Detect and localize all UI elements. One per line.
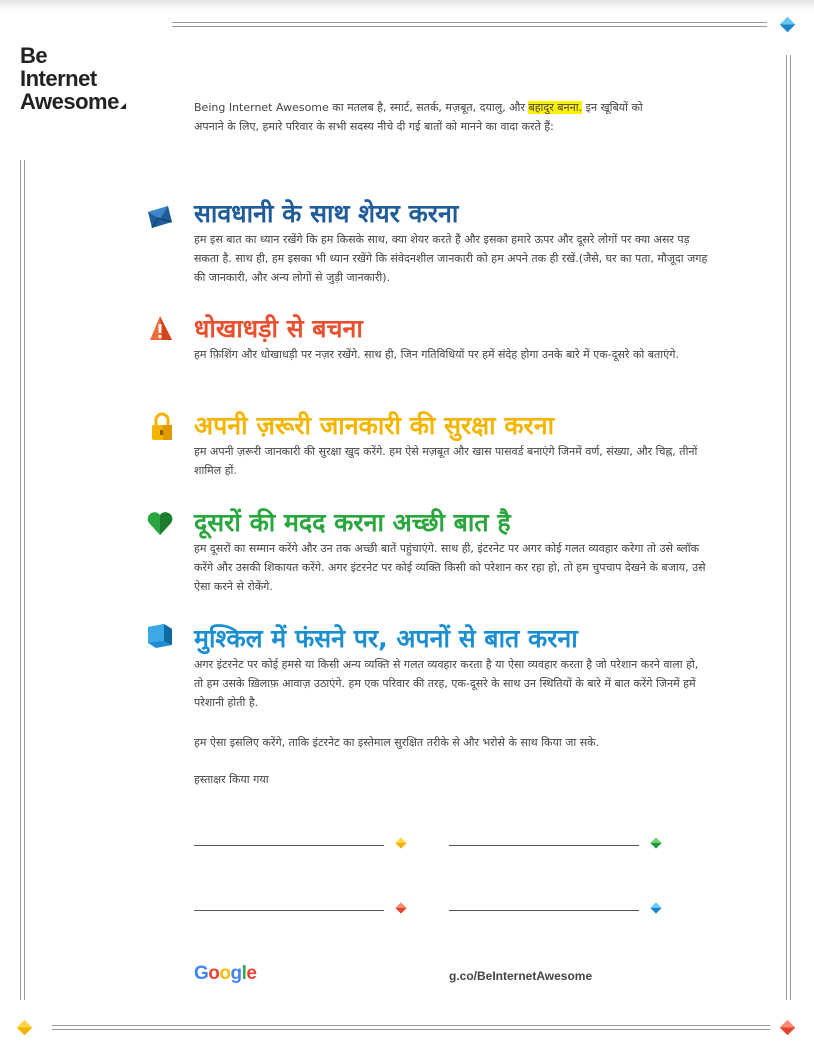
corner-diamond-red-icon [780, 1020, 796, 1036]
heart-icon [146, 509, 174, 537]
logo-line: Awesome [20, 89, 119, 114]
top-shadow-bar [0, 0, 814, 10]
signed-label: हस्ताक्षर किया गया [194, 773, 269, 786]
lock-icon [150, 412, 174, 442]
section-avoid-fraud [194, 313, 710, 364]
section-title: मुश्किल में फंसने पर, अपनों से बात करना [194, 624, 578, 653]
google-letter: l [241, 963, 247, 984]
google-letter: o [208, 963, 220, 984]
corner-diamond-blue-icon [780, 17, 796, 33]
section-be-kind [194, 507, 710, 596]
section-body: हम इस बात का ध्यान रखेंगे कि हम किसके साथ, क्या शेयर करते हैं और इसका हमारे ऊपर और दूसरे लोगों पर क्या असर पड़ सकता है. साथ ही, हम इसका भी ध्यान रखेंगे कि संवेदनशील जानकारी को हम अपने तक ही रखें.(जैसे, घर का पता, मौजूदा जगह की जानकारी, और अन्य लोगों से जुड़ी जानकारी). [194, 233, 708, 284]
footer-url[interactable]: g.co/BeInternetAwesome [449, 969, 593, 983]
logo-triangle-icon [120, 103, 126, 109]
google-letter: o [219, 963, 231, 984]
google-letter: e [246, 963, 257, 984]
envelope-icon [146, 204, 174, 230]
right-border-rule [786, 55, 791, 1000]
logo-line: Be [20, 43, 48, 68]
google-logo [194, 963, 256, 985]
section-title: दूसरों की मदद करना अच्छी बात है [194, 508, 511, 537]
section-title: अपनी ज़रूरी जानकारी की सुरक्षा करना [194, 411, 555, 440]
google-letter: g [230, 963, 242, 984]
signature-line[interactable] [449, 910, 639, 911]
top-border-rule [172, 22, 767, 27]
signature-diamond-icon [650, 837, 661, 848]
google-letter: G [194, 963, 209, 984]
section-share-carefully [194, 198, 710, 287]
intro-paragraph [194, 98, 664, 136]
section-title: सावधानी के साथ शेयर करना [194, 199, 459, 228]
intro-text-end: इन खूबियों को अपनाने के लिए, हमारे परिवार के सभी सदस्य नीचे दी गई बातों को मानने का वादा करते हैं: [194, 101, 643, 133]
intro-highlight: बहादुर बनना. [528, 101, 583, 114]
section-talk-when-in-doubt [194, 623, 710, 712]
closing-statement: हम ऐसा इसलिए करेंगे, ताकि इंटरनेट का इस्तेमाल सुरक्षित तरीके से और भरोसे के साथ किया जा सके. [194, 736, 600, 749]
section-body: हम फ़िशिंग और धोखाधड़ी पर नज़र रखेंगे. साथ ही, जिन गतिविधियों पर हमें संदेह होगा उनके बारे में एक-दूसरे को बताएंगे. [194, 348, 679, 361]
signature-line[interactable] [449, 845, 639, 846]
corner-diamond-yellow-icon [17, 1020, 33, 1036]
signature-diamond-icon [395, 902, 406, 913]
left-border-rule [20, 160, 25, 1000]
section-protect-information [194, 410, 710, 480]
section-body: हम दूसरों का सम्मान करेंगे और उन तक अच्छी बातें पहुंचाएंगे. साथ ही, इंटरनेट पर अगर कोई गलत व्यवहार करेगा तो उसे ब्लॉक करेंगे और उसकी शिकायत करेंगे. अगर इंटरनेट पर कोई व्यक्ति किसी को परेशान कर रहा हो, तो हम चुपचाप देखने के बजाय, उसे ऐसा करने से रोकेंगे. [194, 542, 706, 593]
section-title: धोखाधड़ी से बचना [194, 314, 363, 343]
warning-icon [148, 315, 174, 343]
signature-line[interactable] [194, 845, 384, 846]
intro-text: Being Internet Awesome का मतलब है, स्मार्ट, सतर्क, मज़बूत, दयालु, और [194, 101, 529, 114]
section-body: हम अपनी ज़रूरी जानकारी की सुरक्षा खुद करेंगे. हम ऐसे मज़बूत और खास पासवर्ड बनाएंगे जिनमें वर्ण, संख्या, और चिह्न, तीनों शामिल हों. [194, 445, 698, 477]
bottom-border-rule [52, 1025, 770, 1030]
section-body: अगर इंटरनेट पर कोई हमसे या किसी अन्य व्यक्ति से गलत व्यवहार करता है या ऐसा व्यवहार करता है जो परेशान करने वाला हो, तो हम उसके ख़िलाफ़ आवाज़ उठाएंगे. हम एक परिवार की तरह, एक-दूसरे के साथ उन स्थितियों के बारे में बात करेंगे जिनमें हमें परेशानी होती है. [194, 658, 699, 709]
be-internet-awesome-logo [20, 44, 126, 113]
signature-line[interactable] [194, 910, 384, 911]
signature-diamond-icon [650, 902, 661, 913]
logo-line: Internet [20, 66, 97, 91]
signature-diamond-icon [395, 837, 406, 848]
speech-bubble-icon [146, 623, 174, 651]
